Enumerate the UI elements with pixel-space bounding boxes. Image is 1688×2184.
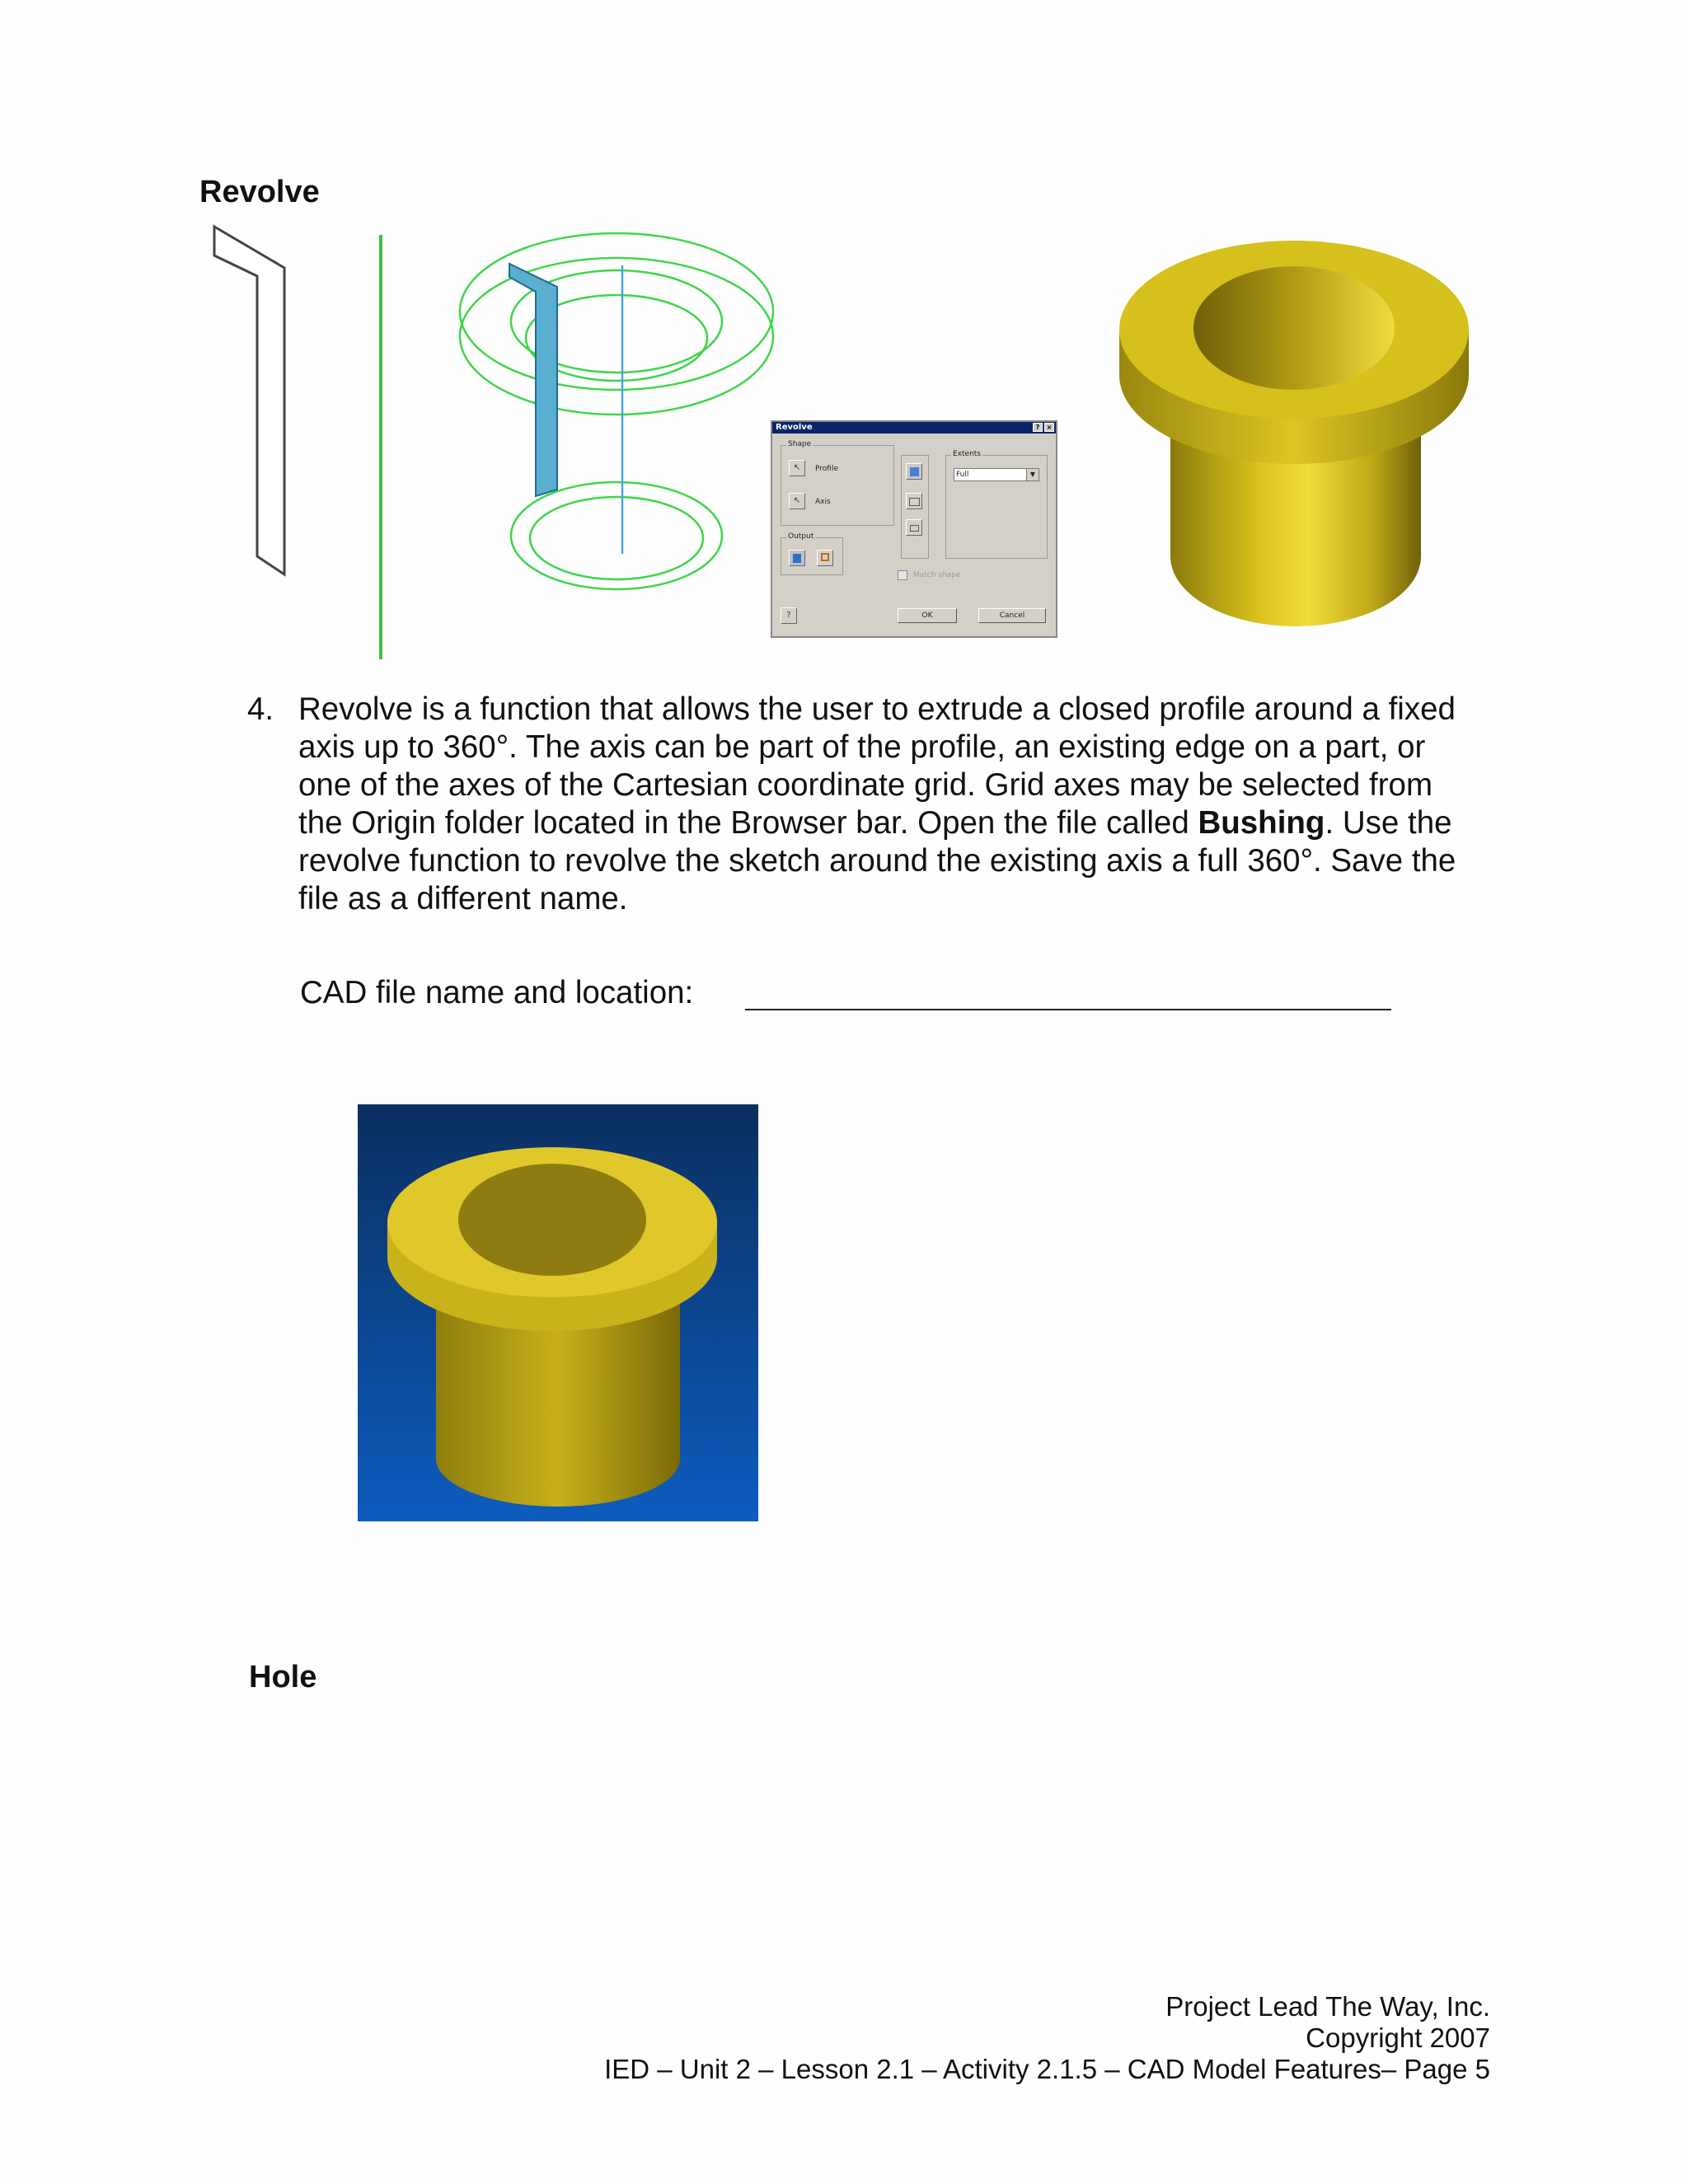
step-bold-filename: Bushing [1198, 805, 1325, 841]
axis-label: Axis [815, 498, 831, 506]
cancel-button-label: Cancel [999, 612, 1025, 620]
wire-profile-highlight [509, 264, 557, 496]
wire-flange-outer-bottom [460, 258, 773, 415]
output-surface-button[interactable] [817, 550, 833, 566]
cad-file-label: CAD file name and location: [300, 975, 694, 1010]
footer-company: Project Lead The Way, Inc. [1165, 1991, 1490, 2022]
wire-base-inner [530, 497, 703, 579]
step-4-paragraph [298, 691, 1485, 918]
wire-flange-outer-top [460, 233, 773, 390]
shape-group [781, 440, 894, 526]
profile-sketch-figure [198, 223, 412, 668]
output-group-label: Output [788, 532, 814, 541]
footer-course-info: IED – Unit 2 – Lesson 2.1 – Activity 2.1.5 – CAD Model Features– Page 5 [604, 2054, 1490, 2084]
cursor-arrow-icon: ↖ [793, 496, 801, 505]
cad-file-answer-line[interactable] [745, 1009, 1391, 1010]
ok-button-label: OK [921, 612, 933, 620]
shape-group-label: Shape [788, 440, 812, 448]
dialog-titlebar [772, 422, 1056, 434]
hole-heading: Hole [249, 1660, 317, 1694]
dialog-help-button[interactable] [781, 607, 797, 624]
join-icon [910, 467, 919, 476]
intersect-icon [910, 525, 919, 532]
surface-icon [821, 553, 829, 561]
footer [604, 1991, 1490, 2085]
footer-copyright: Copyright 2007 [1306, 2022, 1490, 2053]
cut-button[interactable] [906, 493, 922, 509]
step-text-after: . Use the revolve function to revolve the sketch around the existing axis a full 360°. Save the file as a different name. [298, 805, 1456, 916]
chevron-down-icon: ▼ [1026, 469, 1039, 480]
step-number: 4. [247, 691, 274, 727]
revolve-dialog [771, 420, 1057, 638]
ok-button[interactable] [898, 608, 957, 623]
cursor-arrow-icon: ↖ [793, 463, 801, 472]
extents-value: Full [956, 471, 969, 479]
extents-group-label: Extents [953, 450, 982, 458]
step-text-before: Revolve is a function that allows the user to extrude a closed profile around a fixed axis up to 360°. The axis can be part of the profile, an existing edge on a part, or one of the axes of the Cartesian coordinate grid. Grid axes may be selected from the Origin folder located in the Browser bar. Open the file called [298, 691, 1456, 841]
axis-select-button[interactable] [789, 493, 805, 509]
extents-select[interactable] [954, 468, 1039, 481]
match-shape-checkbox[interactable] [898, 570, 907, 580]
output-solid-button[interactable] [789, 550, 805, 566]
render-hole [458, 1164, 646, 1276]
bushing-hole [1193, 266, 1395, 390]
match-shape-label: Match shape [912, 571, 961, 579]
dialog-title: Revolve [776, 423, 813, 432]
dialog-help-icon[interactable]: ? [1033, 423, 1043, 432]
profile-select-button[interactable] [789, 460, 805, 476]
solid-cube-icon [793, 554, 801, 563]
wire-base-outer [511, 482, 722, 589]
revolve-heading: Revolve [199, 175, 320, 209]
bushing-render-figure [358, 1104, 758, 1521]
help-icon: ? [786, 611, 791, 620]
cut-icon [909, 498, 920, 506]
dialog-close-icon[interactable]: × [1044, 423, 1054, 432]
match-shape-checkbox-row[interactable] [898, 570, 1021, 582]
join-button[interactable] [906, 463, 922, 480]
intersect-button[interactable] [906, 519, 922, 536]
profile-label: Profile [815, 465, 838, 473]
sketch-profile [214, 227, 284, 574]
cancel-button[interactable] [978, 608, 1046, 623]
bushing-shaded-figure [1109, 223, 1479, 643]
